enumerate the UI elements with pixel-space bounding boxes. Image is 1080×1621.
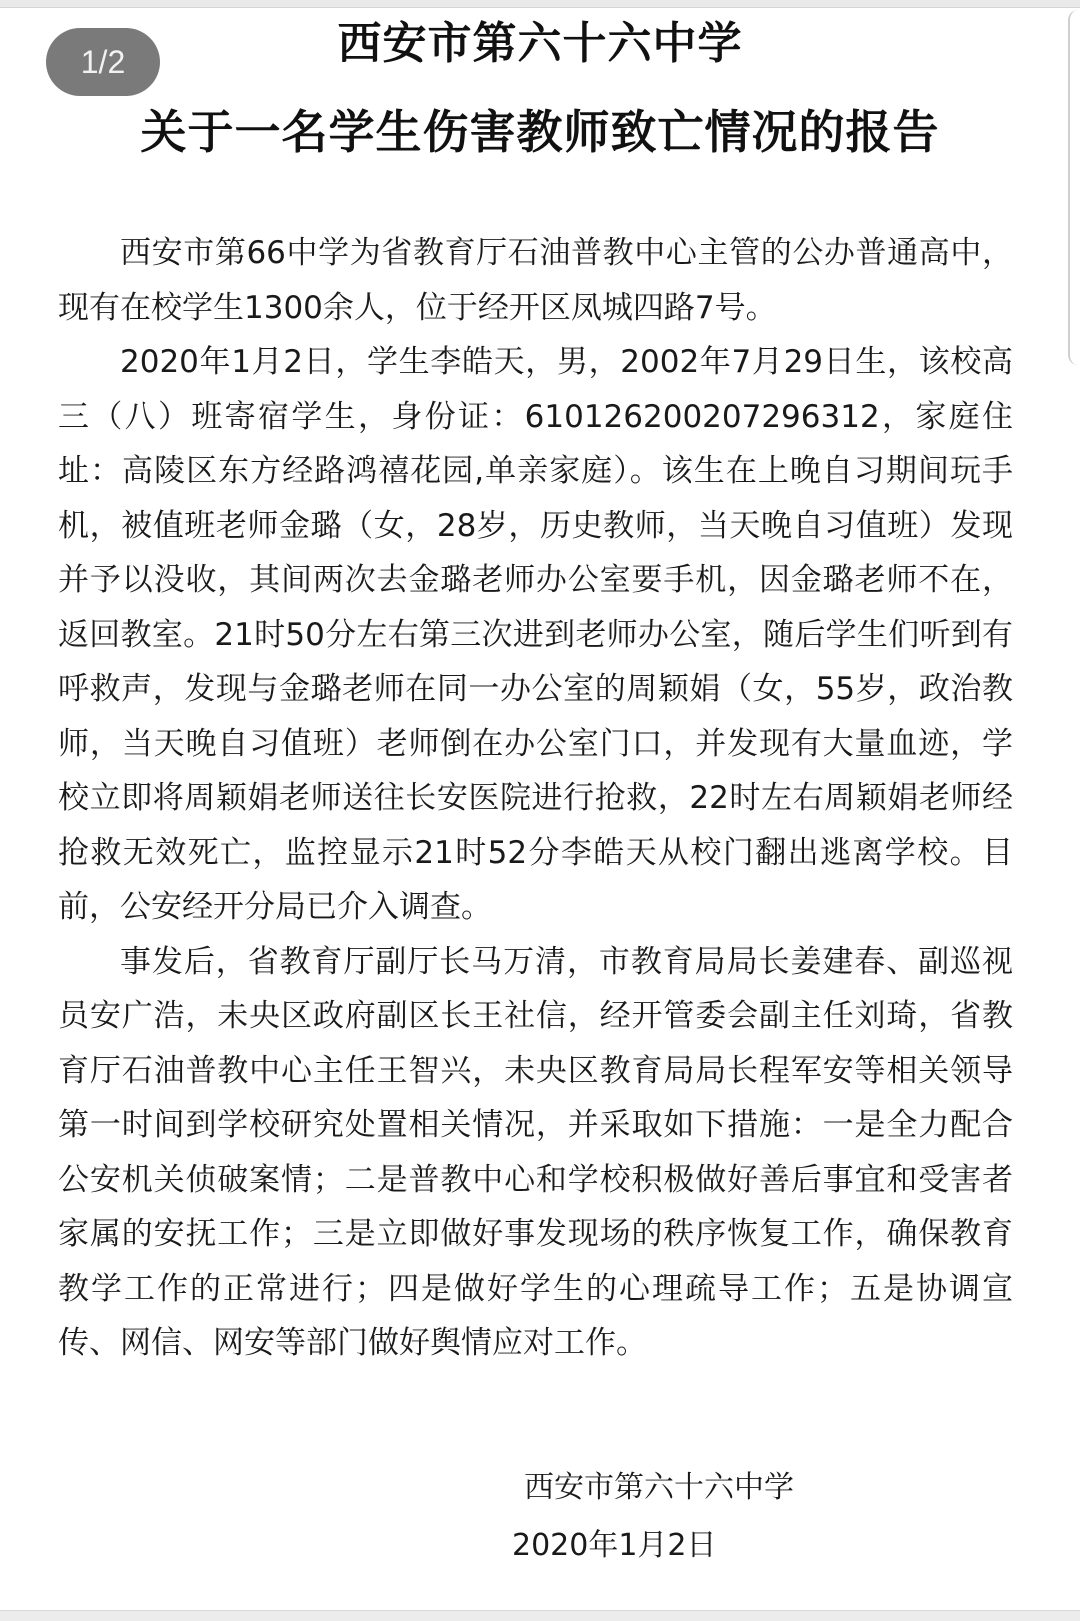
page-indicator-badge: 1/2 — [46, 28, 160, 96]
signature-organization: 西安市第六十六中学 — [524, 1470, 794, 1505]
paragraph-school-intro: 西安市第66中学为省教育厅石油普教中心主管的公办普通高中，现有在校学生1300余人，位于经开区凤城四路7号。 — [58, 235, 1013, 326]
document-body — [58, 226, 1013, 1371]
document-title-school: 西安市第六十六中学 — [337, 18, 743, 69]
viewer-bottom-edge — [0, 1610, 1080, 1621]
signature-date: 2020年1月2日 — [512, 1528, 717, 1563]
paragraph-incident: 2020年1月2日，学生李皓天，男，2002年7月29日生，该校高三（八）班寄宿学生，身份证：610126200207296312，家庭住址：高陵区东方经路鸿禧花园,单亲家庭）。该生在上晚自习期间玩手机，被值班老师金璐（女，28岁，历史教师，当天晚自习值班）发现并予以没收，其间两次去金璐老师办公室要手机，因金璐老师不在，返回教室。21时50分左右第三次进到老师办公室，随后学生们听到有呼救声，发现与金璐老师在同一办公室的周颖娟（女，55岁，政治教师，当天晚自习值班）老师倒在办公室门口，并发现有大量血迹，学校立即将周颖娟老师送往长安医院进行抢救，22时左右周颖娟老师经抢救无效死亡，监控显示21时52分李皓天从校门翻出逃离学校。目前，公安经开分局已介入调查。 — [58, 344, 1013, 925]
document-title-report: 关于一名学生伤害教师致亡情况的报告 — [140, 105, 940, 159]
viewer-top-edge — [0, 0, 1080, 8]
paragraph-response: 事发后，省教育厅副厅长马万清，市教育局局长姜建春、副巡视员安广浩，未央区政府副区长王社信，经开管委会副主任刘琦，省教育厅石油普教中心主任王智兴，未央区教育局局长程军安等相关领导第一时间到学校研究处置相关情况，并采取如下措施：一是全力配合公安机关侦破案情；二是普教中心和学校积极做好善后事宜和受害者家属的安抚工作；三是立即做好事发现场的秩序恢复工作，确保教育教学工作的正常进行；四是做好学生的心理疏导工作；五是协调宣传、网信、网安等部门做好舆情应对工作。 — [58, 943, 1013, 1361]
